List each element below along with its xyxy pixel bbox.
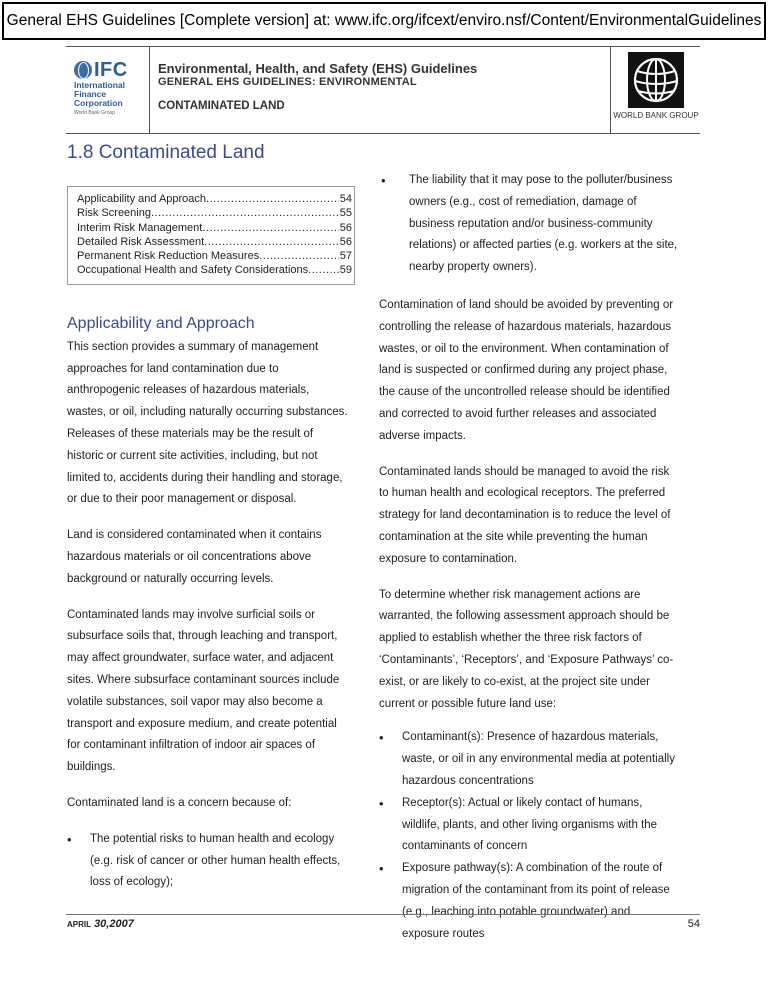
toc-entry[interactable]: Risk Screening ..... 55	[77, 206, 352, 220]
toc-entry[interactable]: Detailed Risk Assessment ..... 56	[77, 235, 352, 249]
ifc-globe-icon	[74, 61, 92, 79]
ifc-logo-name: International Finance Corporation	[74, 80, 126, 108]
paragraph: Contaminated lands should be managed to avoid the risk to human health and ecological receptors. The preferred strategy for land decontamination is to reduce the level of contamination at the site while preventing the human exposure to contamination.	[379, 465, 671, 565]
paragraph: Contamination of land should be avoided by preventing or controlling the release of hazardous materials, hazardous wastes, or oil to the environment. When contamination of land is suspected or confirmed during any project phase, the cause of the uncontrolled release should be identified and corrected to avoid further releases and associated adverse impacts.	[379, 298, 674, 442]
paragraph: This section provides a summary of management approaches for land contamination due to anthropogenic releases of hazardous materials, wastes, or oil, including naturally occurring substances. Releases of these materials may be the result of historic or current site activities, including, but not limited to, accidents during their handling and storage, or due to their poor management or disposal.	[67, 340, 348, 506]
world-bank-label: WORLD BANK GROUP	[613, 111, 699, 120]
toc-entry[interactable]: Occupational Health and Safety Considerations ..... 59	[77, 263, 352, 277]
subheading-applicability: Applicability and Approach	[67, 314, 255, 332]
ifc-logo	[74, 61, 144, 123]
left-column	[67, 140, 352, 894]
page-header	[66, 46, 700, 134]
footer-date: APRIL 30,2007	[67, 918, 134, 930]
paragraph: Land is considered contaminated when it contains hazardous materials or oil concentrations above background or naturally occurring levels.	[67, 529, 322, 585]
ifc-logo-cell	[66, 47, 150, 133]
ifc-logo-word: IFC	[94, 59, 128, 81]
table-of-contents	[67, 186, 355, 285]
toc-entry[interactable]: Permanent Risk Reduction Measures ..... 57	[77, 249, 352, 263]
header-section: CONTAMINATED LAND	[158, 100, 285, 112]
bullet-item: • Receptor(s): Actual or likely contact of humans, wildlife, plants, and other living organisms with the contaminants of concern	[379, 793, 679, 858]
ifc-logo-group: World Bank Group	[74, 110, 116, 116]
paragraph: Contaminated land is a concern because of:	[67, 796, 292, 809]
bullet-item: • The potential risks to human health and ecology (e.g. risk of cancer or other human health effects, loss of ecology);	[67, 829, 349, 894]
paragraph: To determine whether risk management actions are warranted, the following assessment approach should be applied to establish whether the three risk factors of ‘Contaminants’, ‘Receptors’, and ‘Exposure Pathways’ co-exist, or are likely to co-exist, at the project site under current or possible future land use:	[379, 588, 674, 710]
right-column	[379, 170, 679, 945]
header-title: Environmental, Health, and Safety (EHS) Guidelines	[158, 61, 478, 76]
section-title: 1.8 Contaminated Land	[67, 142, 265, 163]
header-text	[150, 47, 610, 133]
page-number: 54	[687, 918, 700, 930]
toc-entry[interactable]: Applicability and Approach ..... 54	[77, 192, 352, 206]
url-banner: General EHS Guidelines [Complete version] at: www.ifc.org/ifcext/enviro.nsf/Content/EnvironmentalGuidelines	[2, 2, 766, 40]
header-subtitle: GENERAL EHS GUIDELINES: ENVIRONMENTAL	[158, 76, 417, 88]
world-bank-logo-cell	[610, 47, 700, 133]
world-bank-globe-icon	[628, 52, 684, 108]
bullet-item: • Exposure pathway(s): A combination of the route of migration of the contaminant from its point of release (e.g., leaching into potable groundwater) and exposure routes	[379, 858, 679, 945]
page-footer	[66, 914, 700, 938]
paragraph: Contaminated lands may involve surficial soils or subsurface soils that, through leaching and transport, may affect groundwater, surface water, and adjacent sites. Where subsurface contaminant sources include volatile substances, soil vapor may also become a transport and exposure medium, and create potential for contaminant infiltration of indoor air spaces of buildings.	[67, 608, 340, 774]
bullet-item: • Contaminant(s): Presence of hazardous materials, waste, or oil in any environmental media at potentially hazardous concentrations	[379, 727, 679, 792]
bullet-item: • The liability that it may pose to the polluter/business owners (e.g., cost of remediation, damage of business reputation and/or business-community relations) or affected parties (e.g. workers at the site, nearby property owners).	[381, 170, 679, 279]
toc-entry[interactable]: Interim Risk Management ..... 56	[77, 221, 352, 235]
